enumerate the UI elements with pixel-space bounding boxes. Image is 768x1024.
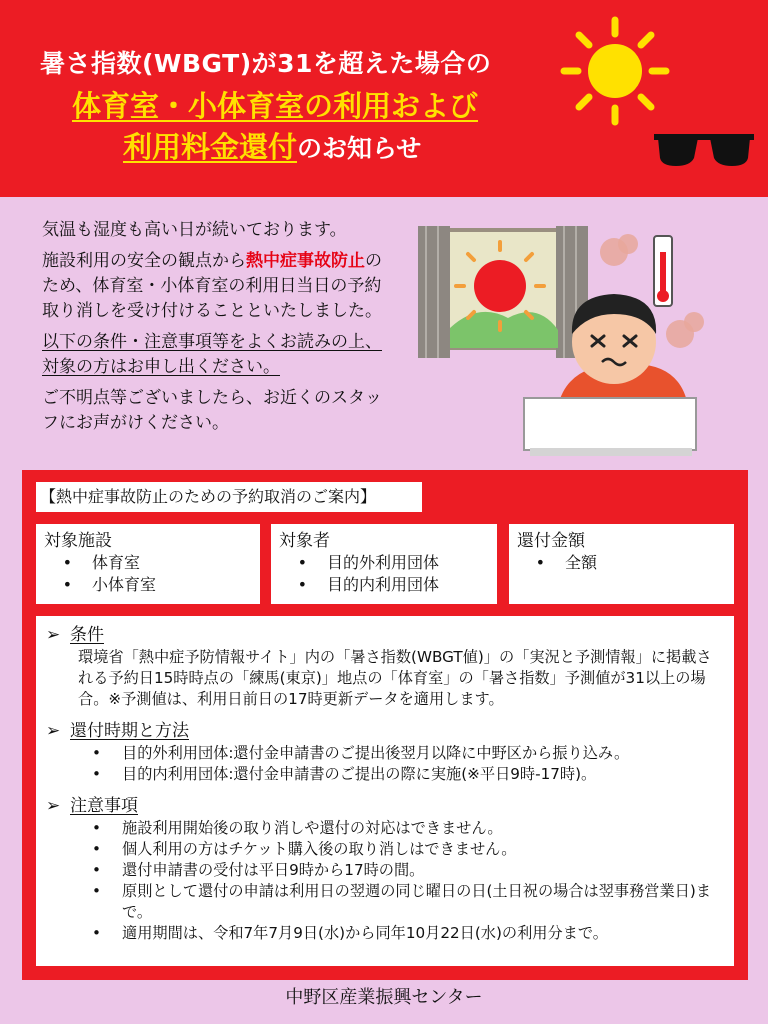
details-box — [36, 616, 734, 966]
header-banner — [0, 0, 768, 197]
arrow-icon: ➢ — [46, 721, 61, 741]
header-title-line2: 体育室・小体育室の利用および — [72, 89, 479, 123]
header-title-line3-rest: のお知らせ — [297, 134, 422, 163]
list-item: • 小体育室 — [44, 574, 252, 596]
intro-paragraph-3: 以下の条件・注意事項等をよくお読みの上、対象の方はお申し出ください。 — [42, 332, 382, 377]
intro-paragraph-4: ご不明点等ございましたら、お近くのスタッフにお声がけください。 — [42, 388, 382, 433]
list-item: • 還付申請書の受付は平日9時から17時の間。 — [46, 860, 724, 881]
heatstroke-illustration — [418, 222, 710, 458]
conditions-heading: 条件 — [70, 625, 104, 645]
notes-heading: 注意事項 — [70, 796, 138, 816]
refund-amount-box — [509, 524, 734, 604]
list-item: • 目的内利用団体 — [279, 574, 489, 596]
targets-box — [271, 524, 497, 604]
facilities-box — [36, 524, 260, 604]
list-item: • 施設利用開始後の取り消しや還付の対応はできません。 — [46, 818, 724, 839]
refund-method-section — [46, 720, 724, 785]
sunglasses-icon — [652, 128, 756, 170]
footer-organization: 中野区産業振興センター — [285, 987, 483, 1008]
facilities-title: 対象施設 — [44, 531, 112, 551]
intro-p2-before: 施設利用の安全の観点から — [42, 251, 246, 271]
list-item: • 目的外利用団体:還付金申請書のご提出後翌月以降に中野区から振り込み。 — [46, 743, 724, 764]
list-item: • 目的内利用団体:還付金申請書のご提出の際に実施(※平日9時-17時)。 — [46, 764, 724, 785]
intro-paragraph-1: 気温も湿度も高い日が続いております。 — [42, 220, 347, 240]
list-item: • 目的外利用団体 — [279, 552, 489, 574]
conditions-text: 環境省「熱中症予防情報サイト」内の「暑さ指数(WBGT値)」の「実況と予測情報」に掲載される予約日15時時点の「練馬(東京)」地点の「体育室」の「暑さ指数」予測値が31以上の場合。※予測値は、利用日前日の17時更新データを適用します。 — [78, 648, 712, 708]
intro-text — [42, 218, 394, 442]
list-item: • 体育室 — [44, 552, 252, 574]
refund-amount-title: 還付金額 — [517, 531, 585, 551]
conditions-section — [46, 624, 724, 710]
sun-icon — [560, 16, 670, 126]
intro-p2-highlight: 熱中症事故防止 — [246, 251, 365, 271]
guide-title: 【熱中症事故防止のための予約取消のご案内】 — [36, 482, 422, 512]
header-title-line3-highlight: 利用料金還付 — [123, 130, 298, 164]
intro-paragraph-2 — [42, 249, 394, 324]
header-title-line1: 暑さ指数(WBGT)が31を超えた場合の — [40, 49, 492, 78]
list-item: • 個人利用の方はチケット購入後の取り消しはできません。 — [46, 839, 724, 860]
list-item: • 適用期間は、令和7年7月9日(水)から同年10月22日(水)の利用分まで。 — [46, 923, 724, 944]
notes-section — [46, 795, 724, 944]
refund-method-heading: 還付時期と方法 — [70, 721, 189, 741]
intro-p2-after: のため、体育室・小体育室の利用日当日の予約取り消しを受け付けることといたしました。 — [42, 251, 382, 321]
arrow-icon: ➢ — [46, 796, 61, 816]
list-item: • 原則として還付の申請は利用日の翌週の同じ曜日の日(土日祝の場合は翌事務営業日)まで。 — [46, 881, 724, 923]
targets-title: 対象者 — [279, 531, 330, 551]
header-title-line3 — [123, 125, 421, 166]
arrow-icon: ➢ — [46, 625, 61, 645]
list-item: • 全額 — [517, 552, 726, 574]
